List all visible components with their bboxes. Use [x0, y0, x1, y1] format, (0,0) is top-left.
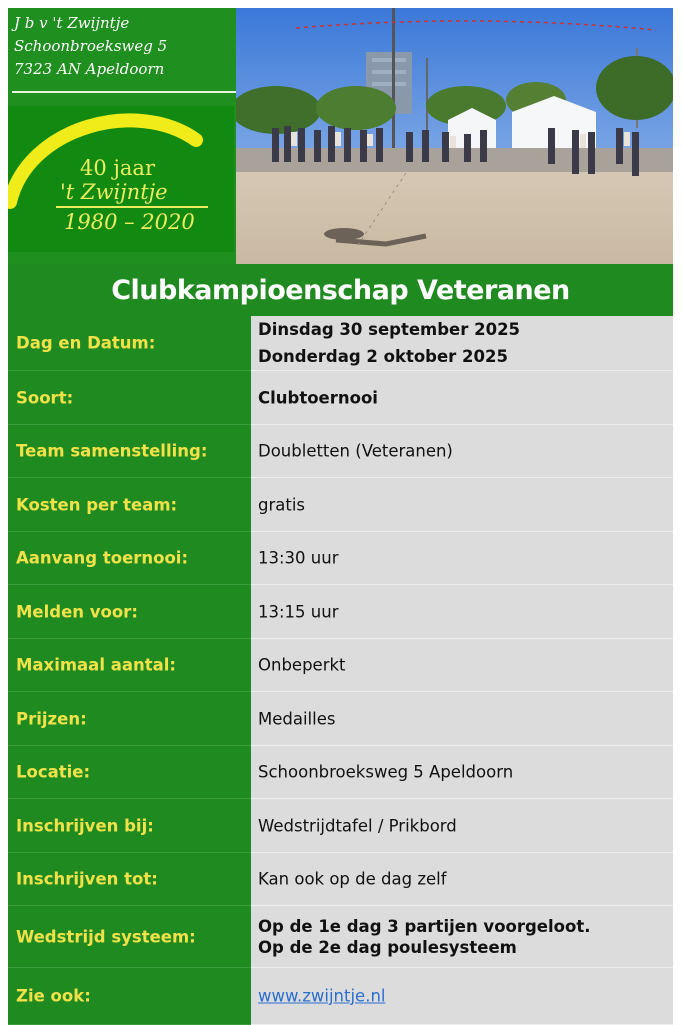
row-value [258, 983, 386, 1010]
logo-club-name: 't Zwijntje [60, 180, 168, 204]
row-label-cell [8, 968, 251, 1025]
row-value-cell [251, 968, 673, 1025]
row-value [258, 866, 447, 893]
row-value-cell [251, 853, 673, 906]
row-value-cell [251, 425, 673, 478]
row-label-cell [8, 371, 251, 425]
table-row [8, 532, 673, 585]
row-label-cell [8, 853, 251, 906]
logo-divider [56, 206, 208, 208]
row-value [258, 598, 339, 625]
row-value [258, 545, 339, 572]
table-row [8, 316, 673, 371]
row-label-cell [8, 692, 251, 746]
row-label-cell [8, 532, 251, 585]
row-value-line: Onbeperkt [258, 655, 346, 675]
row-value-line: Donderdag 2 oktober 2025 [258, 347, 508, 366]
row-value [258, 705, 335, 732]
row-label: Team samenstelling: [16, 441, 208, 461]
table-row [8, 692, 673, 746]
address-street: Schoonbroeksweg 5 [14, 37, 168, 55]
row-label: Melden voor: [16, 602, 138, 621]
row-value-cell [251, 532, 673, 585]
row-value-cell [251, 478, 673, 532]
row-value [258, 438, 453, 465]
row-value-line: 13:30 uur [258, 548, 339, 568]
row-value-cell [251, 746, 673, 799]
row-value-cell [251, 316, 673, 371]
row-label-cell [8, 425, 251, 478]
table-row [8, 371, 673, 425]
header [8, 8, 673, 264]
row-value-line: Wedstrijdtafel / Prikbord [258, 816, 457, 835]
row-value [258, 759, 513, 786]
row-value [258, 652, 346, 679]
flyer [8, 8, 673, 1016]
title-bar [8, 264, 673, 316]
table-row [8, 639, 673, 692]
logo-years: 1980 – 2020 [64, 210, 195, 234]
row-value [258, 916, 590, 958]
row-value-cell [251, 639, 673, 692]
row-value-line: Clubtoernooi [258, 388, 378, 407]
address-club: J b v 't Zwijntje [14, 14, 130, 32]
row-label: Inschrijven tot: [16, 869, 158, 889]
row-value-cell [251, 906, 673, 968]
address-city: 7323 AN Apeldoorn [14, 60, 165, 78]
row-label: Locatie: [16, 762, 91, 782]
table-row [8, 968, 673, 1025]
row-label: Maximaal aantal: [16, 655, 177, 675]
row-value-cell [251, 585, 673, 639]
logo-jubilee-text: 40 jaar [80, 156, 155, 180]
table-row [8, 478, 673, 532]
table-row [8, 906, 673, 968]
anniversary-logo [8, 106, 234, 252]
page-title: Clubkampioenschap Veteranen [111, 274, 570, 306]
row-value-line: Dinsdag 30 september 2025 [258, 320, 521, 339]
table-row [8, 585, 673, 639]
row-label: Dag en Datum: [16, 333, 156, 353]
table-row [8, 425, 673, 478]
row-value-line: Op de 2e dag poulesysteem [258, 937, 517, 957]
row-value-line: Kan ook op de dag zelf [258, 869, 447, 889]
table-row [8, 799, 673, 853]
petanque-photo [236, 8, 673, 264]
row-label: Soort: [16, 388, 74, 407]
row-value-cell [251, 692, 673, 746]
row-label: Wedstrijd systeem: [16, 927, 196, 946]
row-value [258, 812, 457, 839]
row-label-cell [8, 478, 251, 532]
table-row [8, 746, 673, 799]
row-value-line: Doubletten (Veteranen) [258, 441, 453, 461]
row-value-line: 13:15 uur [258, 602, 339, 621]
row-label-cell [8, 799, 251, 853]
row-label: Kosten per team: [16, 495, 178, 514]
row-value-cell [251, 371, 673, 425]
table-row [8, 853, 673, 906]
row-label-cell [8, 906, 251, 968]
row-label-cell [8, 316, 251, 371]
row-value [258, 384, 378, 411]
row-label: Prijzen: [16, 709, 87, 728]
row-value-cell [251, 799, 673, 853]
row-value [258, 491, 305, 518]
row-value-line: Medailles [258, 709, 336, 728]
row-label-cell [8, 639, 251, 692]
row-label: Inschrijven bij: [16, 816, 154, 835]
row-value-line: Schoonbroeksweg 5 Apeldoorn [258, 762, 514, 782]
row-value-line: Op de 1e dag 3 partijen voorgeloot. [258, 916, 591, 936]
row-label: Aanvang toernooi: [16, 548, 189, 568]
row-label-cell [8, 746, 251, 799]
row-value-line: gratis [258, 495, 306, 514]
website-link[interactable]: www.zwijntje.nl [258, 986, 386, 1006]
row-label: Zie ook: [16, 986, 91, 1006]
row-value [258, 316, 520, 370]
row-label-cell [8, 585, 251, 639]
club-address [14, 12, 167, 81]
